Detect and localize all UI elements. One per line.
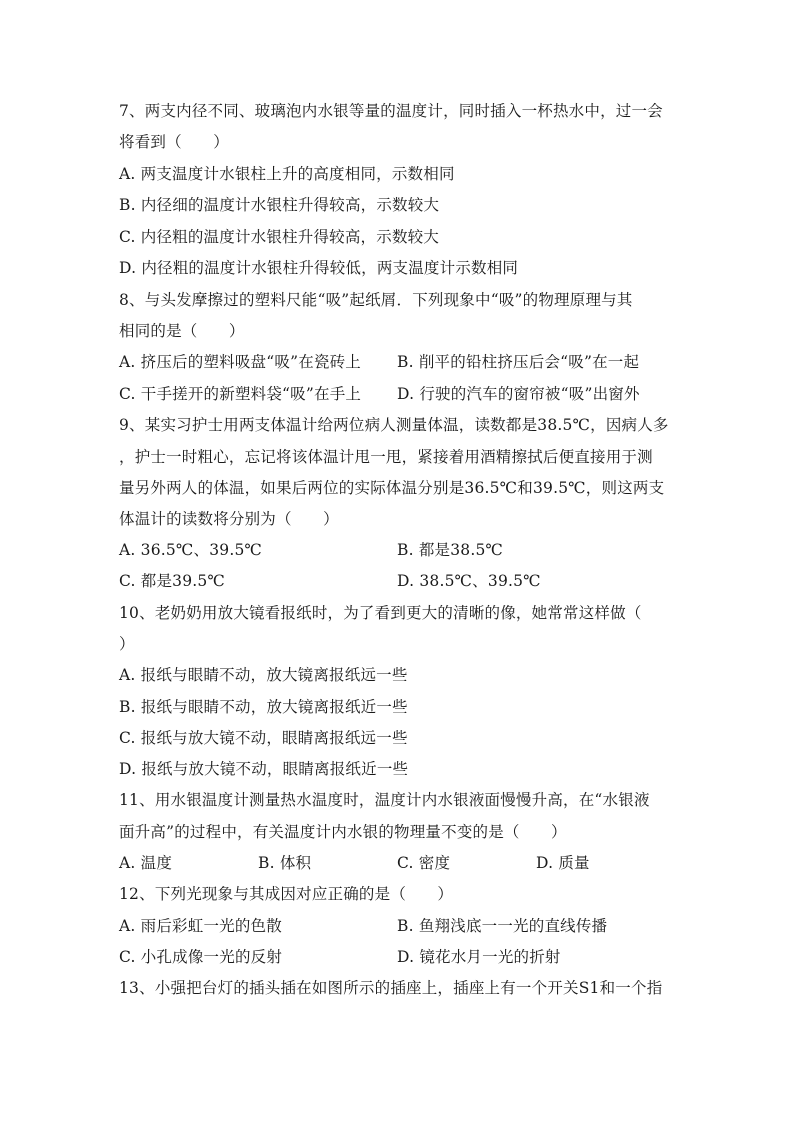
q9-option-c: C. 都是39.5℃ [119,572,226,590]
q13-stem-line1: 13、小强把台灯的插头插在如图所示的插座上，插座上有一个开关S1和一个指 [119,979,663,997]
q12-option-d: D. 镜花水月一光的折射 [397,948,561,966]
q9-option-a: A. 36.5℃、39.5℃ [119,541,263,559]
q9-option-b: B. 都是38.5℃ [397,541,504,559]
q8-option-b: B. 削平的铅柱挤压后会“吸”在一起 [397,353,640,371]
q8-stem-line1: 8、与头发摩擦过的塑料尺能“吸”起纸屑．下列现象中“吸”的物理原理与其 [119,291,633,309]
q12-option-c: C. 小孔成像一光的反射 [119,948,283,966]
q12-option-a: A. 雨后彩虹一光的色散 [119,917,282,935]
q7-option-a: A. 两支温度计水银柱上升的高度相同，示数相同 [119,165,455,183]
q9-option-d: D. 38.5℃、39.5℃ [397,572,541,590]
q8-stem-line2: 相同的是（ ） [119,322,245,340]
q12-stem-line1: 12、下列光现象与其成因对应正确的是（ ） [119,885,454,903]
q8-option-d: D. 行驶的汽车的窗帘被“吸”出窗外 [397,385,640,403]
q10-option-c: C. 报纸与放大镜不动，眼睛离报纸远一些 [119,729,408,747]
q10-option-d: D. 报纸与放大镜不动，眼睛离报纸近一些 [119,760,409,778]
q7-option-d: D. 内径粗的温度计水银柱升得较低，两支温度计示数相同 [119,259,519,277]
q11-option-a: A. 温度 [119,854,173,872]
q8-option-c: C. 干手搓开的新塑料袋“吸”在手上 [119,385,362,403]
q9-stem-line2: ，护士一时粗心，忘记将该体温计甩一甩，紧接着用酒精擦拭后便直接用于测 [119,448,653,466]
q7-option-b: B. 内径细的温度计水银柱升得较高，示数较大 [119,196,440,214]
q7-stem-line2: 将看到（ ） [119,133,229,151]
q12-option-b: B. 鱼翔浅底一一光的直线传播 [397,917,608,935]
q9-stem-line4: 体温计的读数将分别为（ ） [119,510,339,528]
q7-option-c: C. 内径粗的温度计水银柱升得较高，示数较大 [119,228,440,246]
q10-option-b: B. 报纸与眼睛不动，放大镜离报纸近一些 [119,698,408,716]
q11-option-b: B. 体积 [258,854,312,872]
q10-stem-line2: ） [119,635,135,653]
q9-stem-line1: 9、某实习护士用两支体温计给两位病人测量体温，读数都是38.5℃，因病人多 [119,416,669,434]
q11-stem-line2: 面升高”的过程中，有关温度计内水银的物理量不变的是（ ） [119,823,567,841]
q11-option-c: C. 密度 [397,854,451,872]
q9-stem-line3: 量另外两人的体温，如果后两位的实际体温分别是36.5℃和39.5℃，则这两支 [119,479,665,497]
q10-stem-line1: 10、老奶奶用放大镜看报纸时，为了看到更大的清晰的像，她常常这样做（ [119,604,642,622]
q11-stem-line1: 11、用水银温度计测量热水温度时，温度计内水银液面慢慢升高，在“水银液 [119,791,650,809]
q10-option-a: A. 报纸与眼睛不动，放大镜离报纸远一些 [119,666,408,684]
q11-option-d: D. 质量 [536,854,590,872]
q8-option-a: A. 挤压后的塑料吸盘“吸”在瓷砖上 [119,353,361,371]
q7-stem-line1: 7、两支内径不同、玻璃泡内水银等量的温度计，同时插入一杯热水中，过一会 [119,102,663,120]
